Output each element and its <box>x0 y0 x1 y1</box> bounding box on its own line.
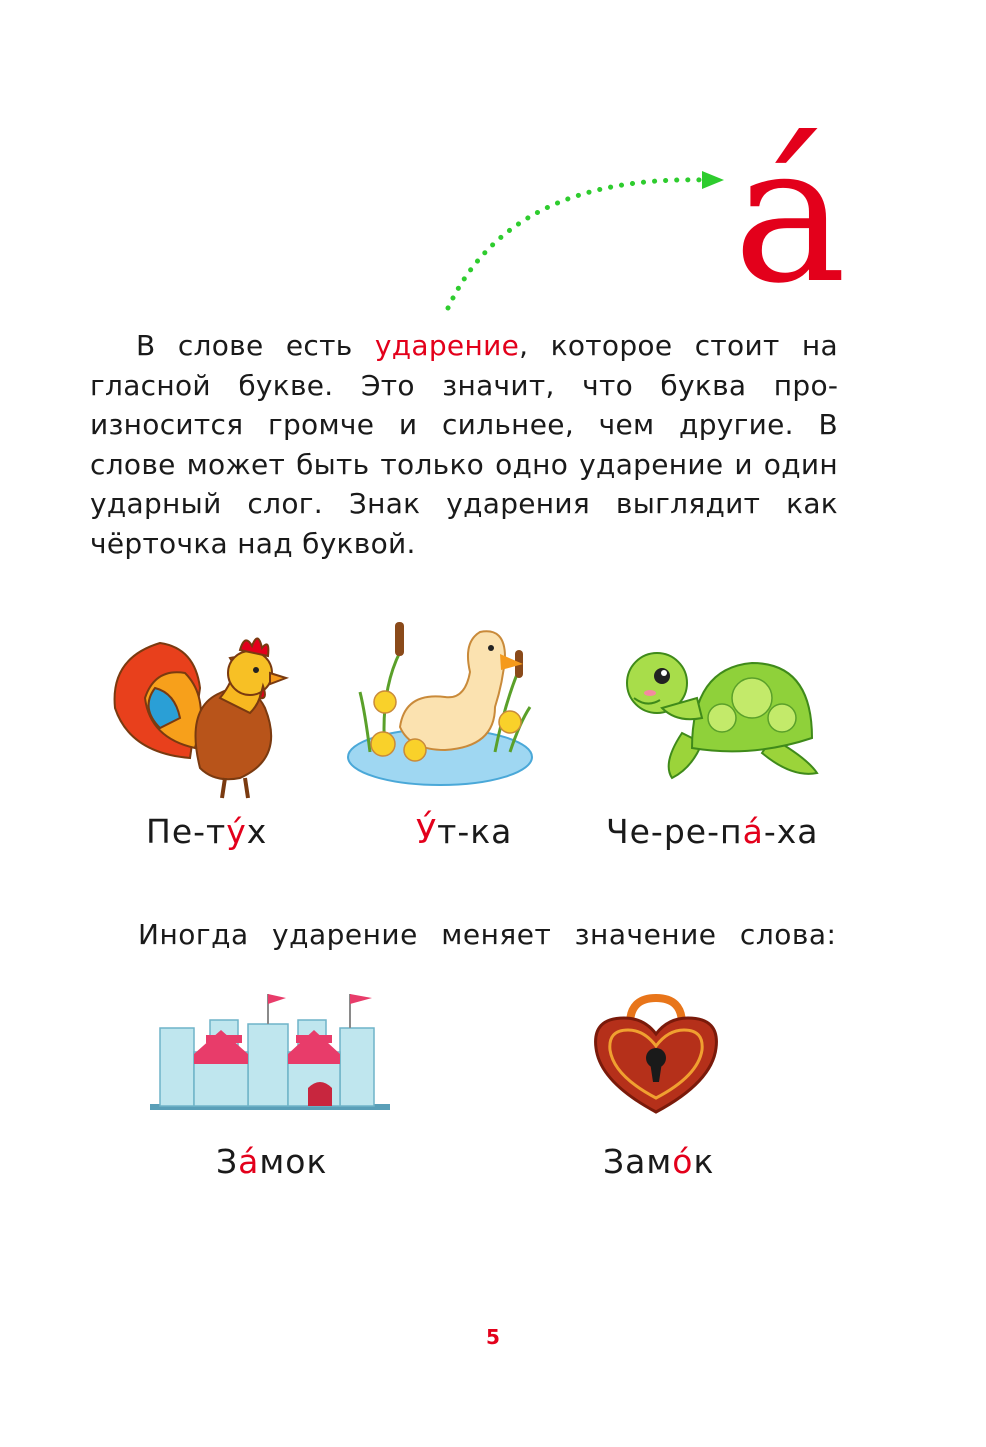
word-rooster <box>146 812 267 851</box>
turtle-icon <box>622 638 822 783</box>
word-padlock <box>603 1142 714 1181</box>
word-part: З <box>216 1142 239 1181</box>
meaning-sentence: Иногда ударение меняет значение слова: <box>138 918 837 951</box>
paragraph-text-rest: , которое стоит на гласной букве. Это значит, что буква произносится громче и сильнее, чем другие. В слове может быть только одно ударение и один ударный слог. Знак ударения выглядит как чёрточка над буквой. <box>90 329 838 560</box>
stressed-vowel: У́ <box>416 812 438 851</box>
stressed-vowel: а́ <box>742 812 764 851</box>
word-part: х <box>246 812 268 851</box>
paragraph-text-start: В слове есть <box>136 329 375 362</box>
stressed-vowel: у́ <box>226 812 247 851</box>
stressed-vowel: а́ <box>238 1142 260 1181</box>
word-duck <box>416 812 512 851</box>
word-part: Зам <box>603 1142 673 1181</box>
word-part: т-ка <box>437 812 513 851</box>
castle-icon <box>150 990 390 1112</box>
word-castle <box>216 1142 327 1181</box>
padlock-icon <box>590 994 722 1116</box>
duck-icon <box>345 612 535 787</box>
highlight-word: ударение <box>374 329 520 362</box>
word-part: -ха <box>763 812 819 851</box>
explanation-paragraph <box>90 326 838 563</box>
stressed-vowel: о́ <box>672 1142 694 1181</box>
dotted-arrow-icon <box>430 155 730 315</box>
word-part: Пе-т <box>146 812 227 851</box>
word-part: Че-ре-п <box>606 812 743 851</box>
word-part: мок <box>259 1142 328 1181</box>
page-number: 5 <box>486 1325 500 1349</box>
word-part: к <box>693 1142 715 1181</box>
stressed-letter-a: а́ <box>733 104 847 325</box>
rooster-icon <box>100 618 300 803</box>
word-turtle <box>606 812 818 851</box>
